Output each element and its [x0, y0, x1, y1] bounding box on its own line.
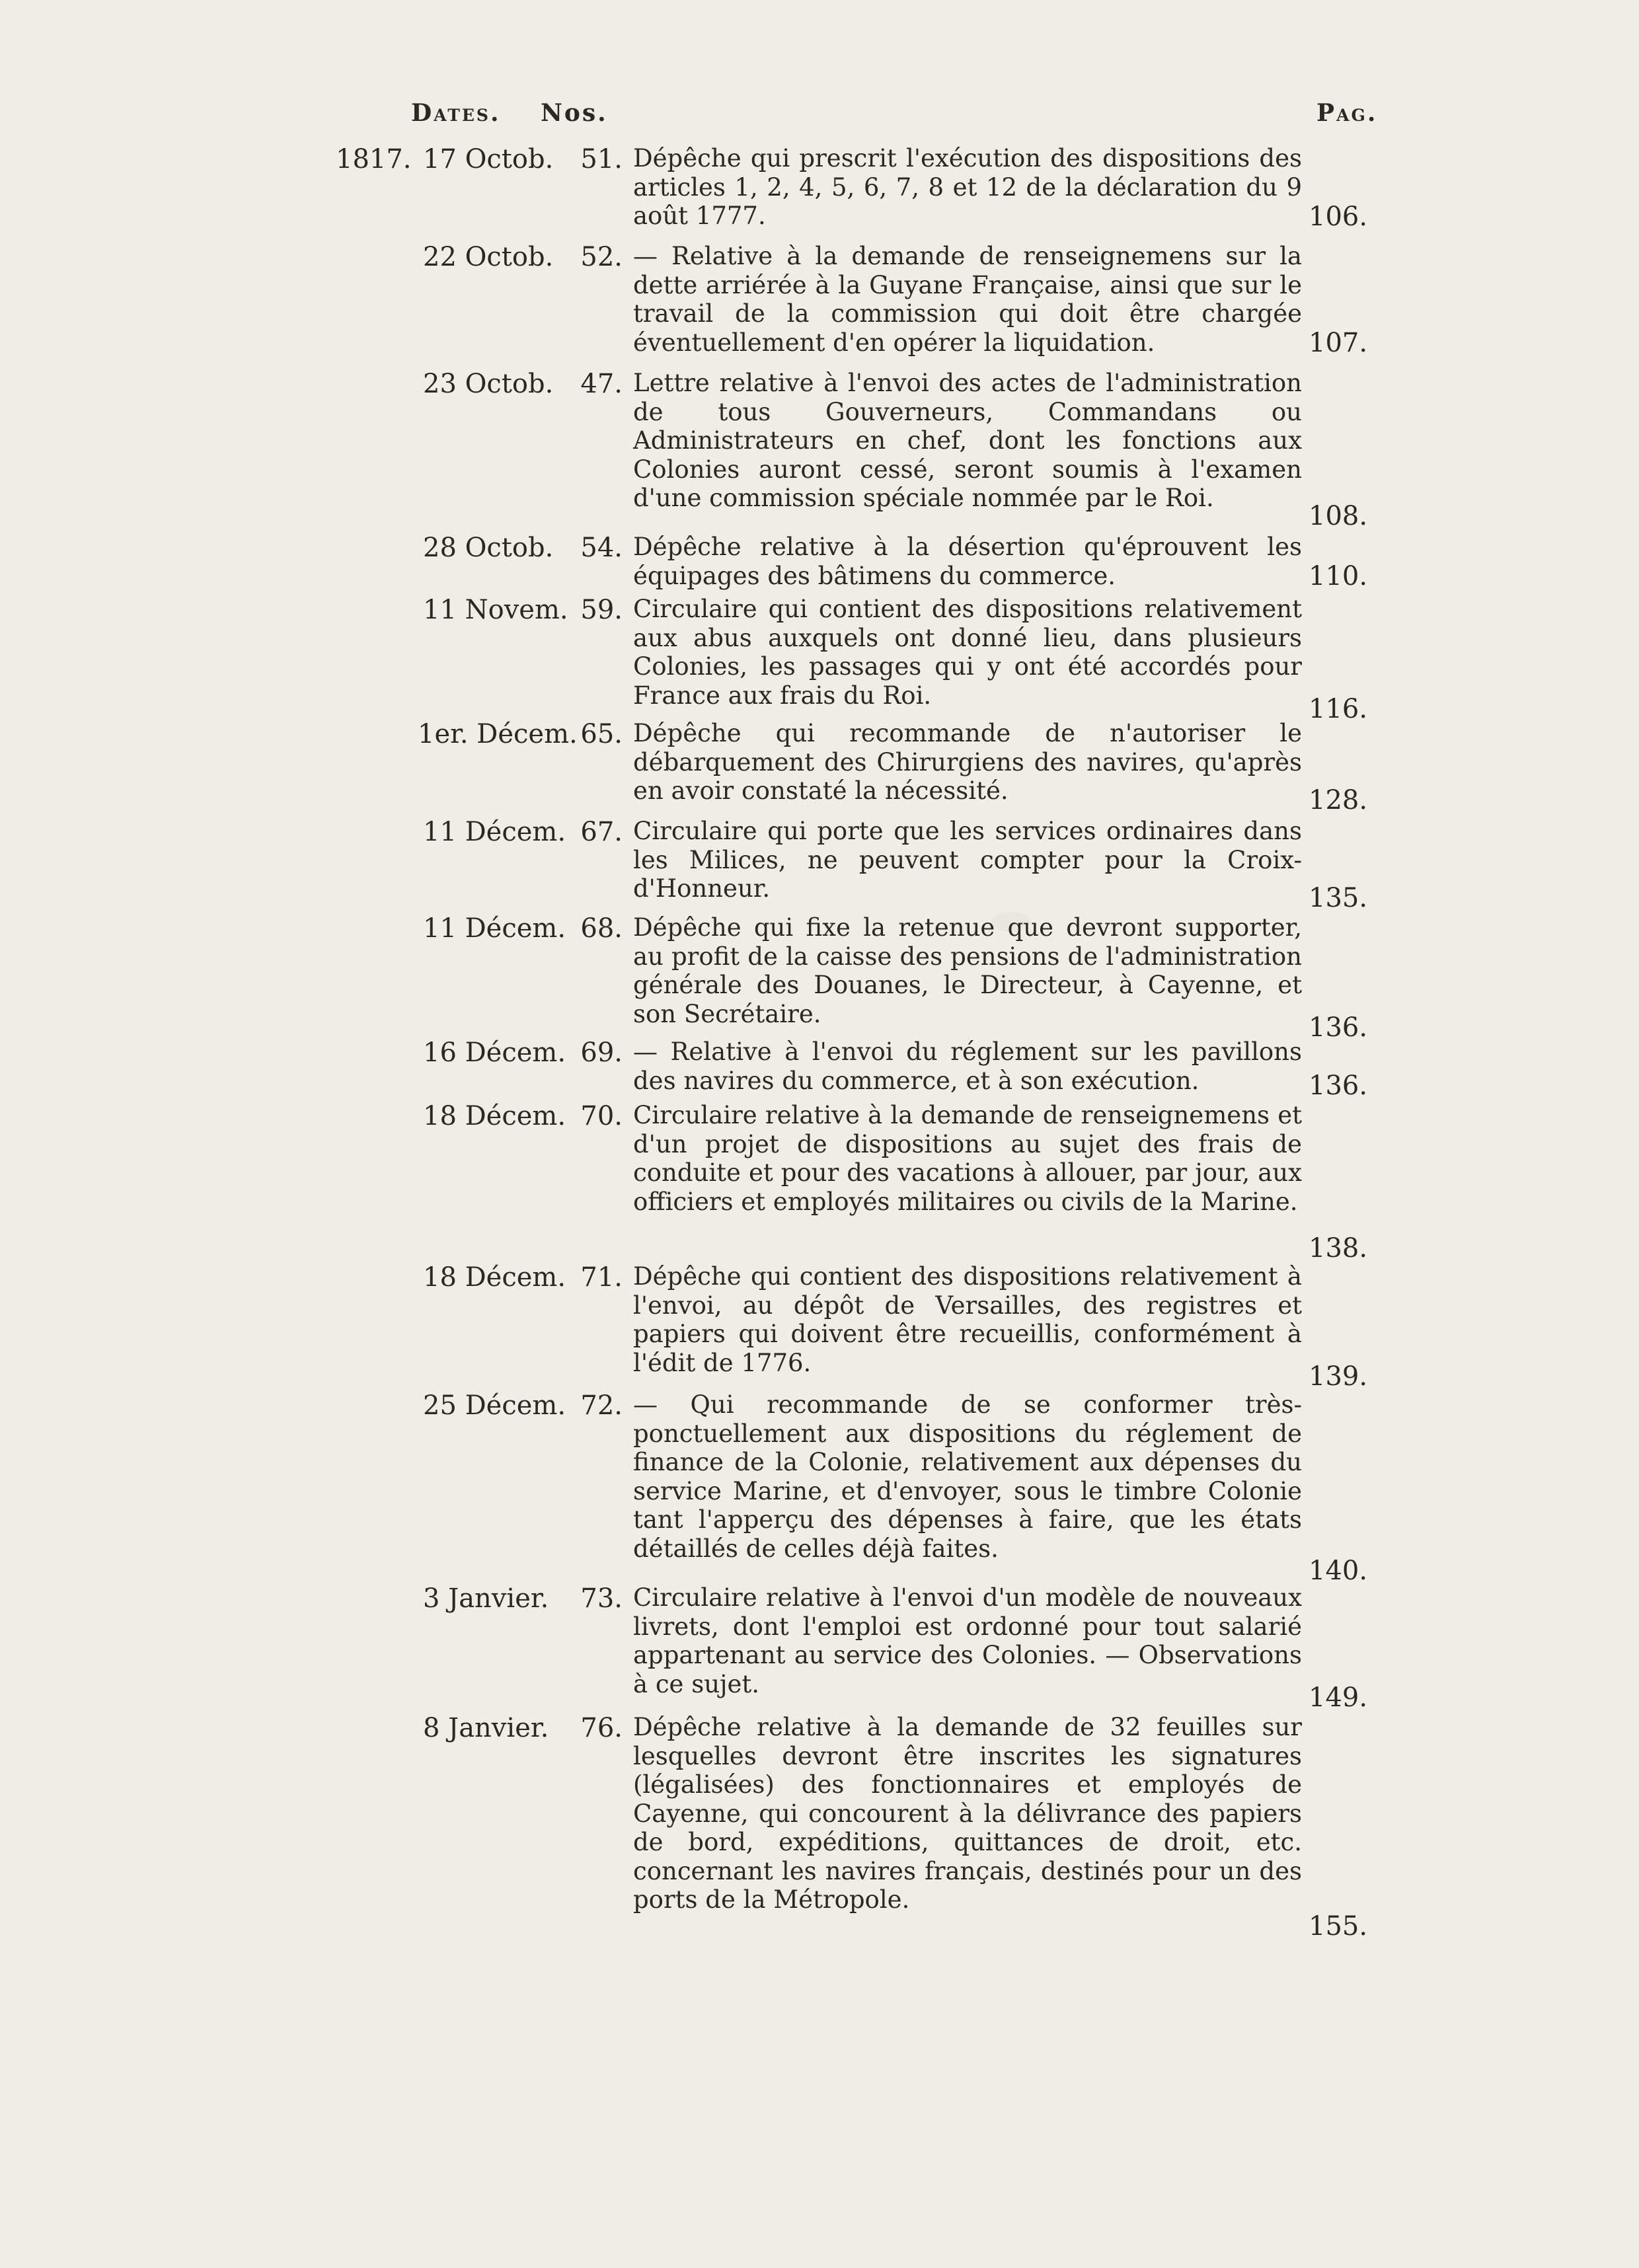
- header-pages: Pag.: [1316, 99, 1378, 127]
- entry-page: 139.: [1309, 1361, 1368, 1392]
- entry-text: — Relative à l'envoi du réglement sur les pavillons des navires du commerce, et à son exécution.: [633, 1038, 1302, 1095]
- entry-page: 110.: [1309, 561, 1368, 591]
- entry-number: 51.: [580, 144, 623, 174]
- entry-date: 11 Décem.: [423, 913, 566, 944]
- entry-page: 135.: [1309, 883, 1368, 913]
- entry-date: 11 Décem.: [423, 817, 566, 847]
- header-dates: Dates.: [411, 99, 501, 127]
- entry-text: — Relative à la demande de renseignemens sur la dette arriérée à la Guyane Française, ainsi que sur le travail de la commission qui doit être chargée éventuellement d'en opérer la liquidation.: [633, 242, 1302, 357]
- entry-page: 138.: [1309, 1233, 1368, 1264]
- entry-text: Lettre relative à l'envoi des actes de l'administration de tous Gouverneurs, Commandans ou Administrateurs en chef, dont les fonctions aux Colonies auront cessé, seront soumis à l'examen d'une commission spéciale nommée par le Roi.: [633, 369, 1302, 512]
- entry-page: 136.: [1309, 1012, 1368, 1043]
- entry-date: 16 Décem.: [423, 1038, 566, 1068]
- entry-text: — Qui recommande de se conformer très-ponctuellement aux dispositions du réglement de finance de la Colonie, relativement aux dépenses du service Marine, et d'envoyer, sous le timbre Colonie tant l'apperçu des dépenses à faire, que les états détaillés de celles déjà faites.: [633, 1390, 1302, 1563]
- entry-text: Dépêche qui recommande de n'autoriser le débarquement des Chirurgiens des navires, qu'après en avoir constaté la nécessité.: [633, 719, 1302, 805]
- entry-number: 73.: [580, 1583, 623, 1614]
- entry-text: Circulaire relative à l'envoi d'un modèle de nouveaux livrets, dont l'emploi est ordonné pour tout salarié appartenant au service des Colonies. — Observations à ce sujet.: [633, 1583, 1302, 1698]
- entry-date: 8 Janvier.: [423, 1713, 549, 1743]
- entry-number: 54.: [580, 533, 623, 563]
- entry-number: 69.: [580, 1038, 623, 1068]
- entry-page: 116.: [1309, 694, 1368, 724]
- entry-text: Circulaire qui contient des dispositions relativement aux abus auxquels ont donné lieu, dans plusieurs Colonies, les passages qui y ont été accordés pour France aux frais du Roi.: [633, 595, 1302, 710]
- entry-number: 59.: [580, 595, 623, 625]
- entry-date: 22 Octob.: [423, 242, 554, 272]
- entry-number: 68.: [580, 913, 623, 944]
- entry-page: 108.: [1309, 501, 1368, 531]
- entry-text: Dépêche qui prescrit l'exécution des dispositions des articles 1, 2, 4, 5, 6, 7, 8 et 12 de la déclaration du 9 août 1777.: [633, 144, 1302, 230]
- entry-date: 18 Décem.: [423, 1262, 566, 1293]
- entry-text: Dépêche relative à la désertion qu'éprouvent les équipages des bâtimens du commerce.: [633, 533, 1302, 590]
- entry-date: 18 Décem.: [423, 1101, 566, 1131]
- entry-number: 65.: [580, 719, 623, 749]
- entry-page: 106.: [1309, 202, 1368, 232]
- entry-number: 52.: [580, 242, 623, 272]
- entry-date: 11 Novem.: [423, 595, 568, 625]
- entry-number: 76.: [580, 1713, 623, 1743]
- entry-number: 70.: [580, 1101, 623, 1131]
- entry-date: 17 Octob.: [423, 144, 554, 174]
- header-numbers: Nos.: [541, 99, 608, 127]
- entry-text: Circulaire relative à la demande de renseignemens et d'un projet de dispositions au sujet des frais de conduite et pour des vacations à allouer, par jour, aux officiers et employés militaires ou civils de la Marine.: [633, 1101, 1302, 1216]
- entry-number: 47.: [580, 369, 623, 399]
- entry-number: 71.: [580, 1262, 623, 1293]
- entry-date: 28 Octob.: [423, 533, 554, 563]
- entry-number: 67.: [580, 817, 623, 847]
- entry-date: 23 Octob.: [423, 369, 554, 399]
- entry-page: 136.: [1309, 1071, 1368, 1101]
- entry-text: Dépêche qui fixe la retenue que devront supporter, au profit de la caisse des pensions de l'administration générale des Douanes, le Directeur, à Cayenne, et son Secrétaire.: [633, 913, 1302, 1028]
- entry-page: 149.: [1309, 1682, 1368, 1713]
- entry-text: Dépêche qui contient des dispositions relativement à l'envoi, au dépôt de Versailles, des registres et papiers qui doivent être recueillis, conformément à l'édit de 1776.: [633, 1262, 1302, 1377]
- entry-page: 155.: [1309, 1911, 1368, 1942]
- entry-page: 107.: [1309, 328, 1368, 358]
- entry-date: 3 Janvier.: [423, 1583, 549, 1614]
- entry-page: 128.: [1309, 785, 1368, 815]
- column-headers: [0, 99, 1639, 139]
- entry-date: 1er. Décem.: [418, 719, 578, 749]
- entry-text: Dépêche relative à la demande de 32 feuilles sur lesquelles devront être inscrites les signatures (légalisées) des fonctionnaires et employés de Cayenne, qui concourent à la délivrance des papiers de bord, expéditions, quittances de droit, etc. concernant les navires français, destinés pour un des ports de la Métropole.: [633, 1713, 1302, 1914]
- entry-text: Circulaire qui porte que les services ordinaires dans les Milices, ne peuvent compter pour la Croix-d'Honneur.: [633, 817, 1302, 903]
- entry-page: 140.: [1309, 1556, 1368, 1586]
- year-label: 1817.: [336, 144, 412, 174]
- entry-number: 72.: [580, 1390, 623, 1421]
- entry-date: 25 Décem.: [423, 1390, 566, 1421]
